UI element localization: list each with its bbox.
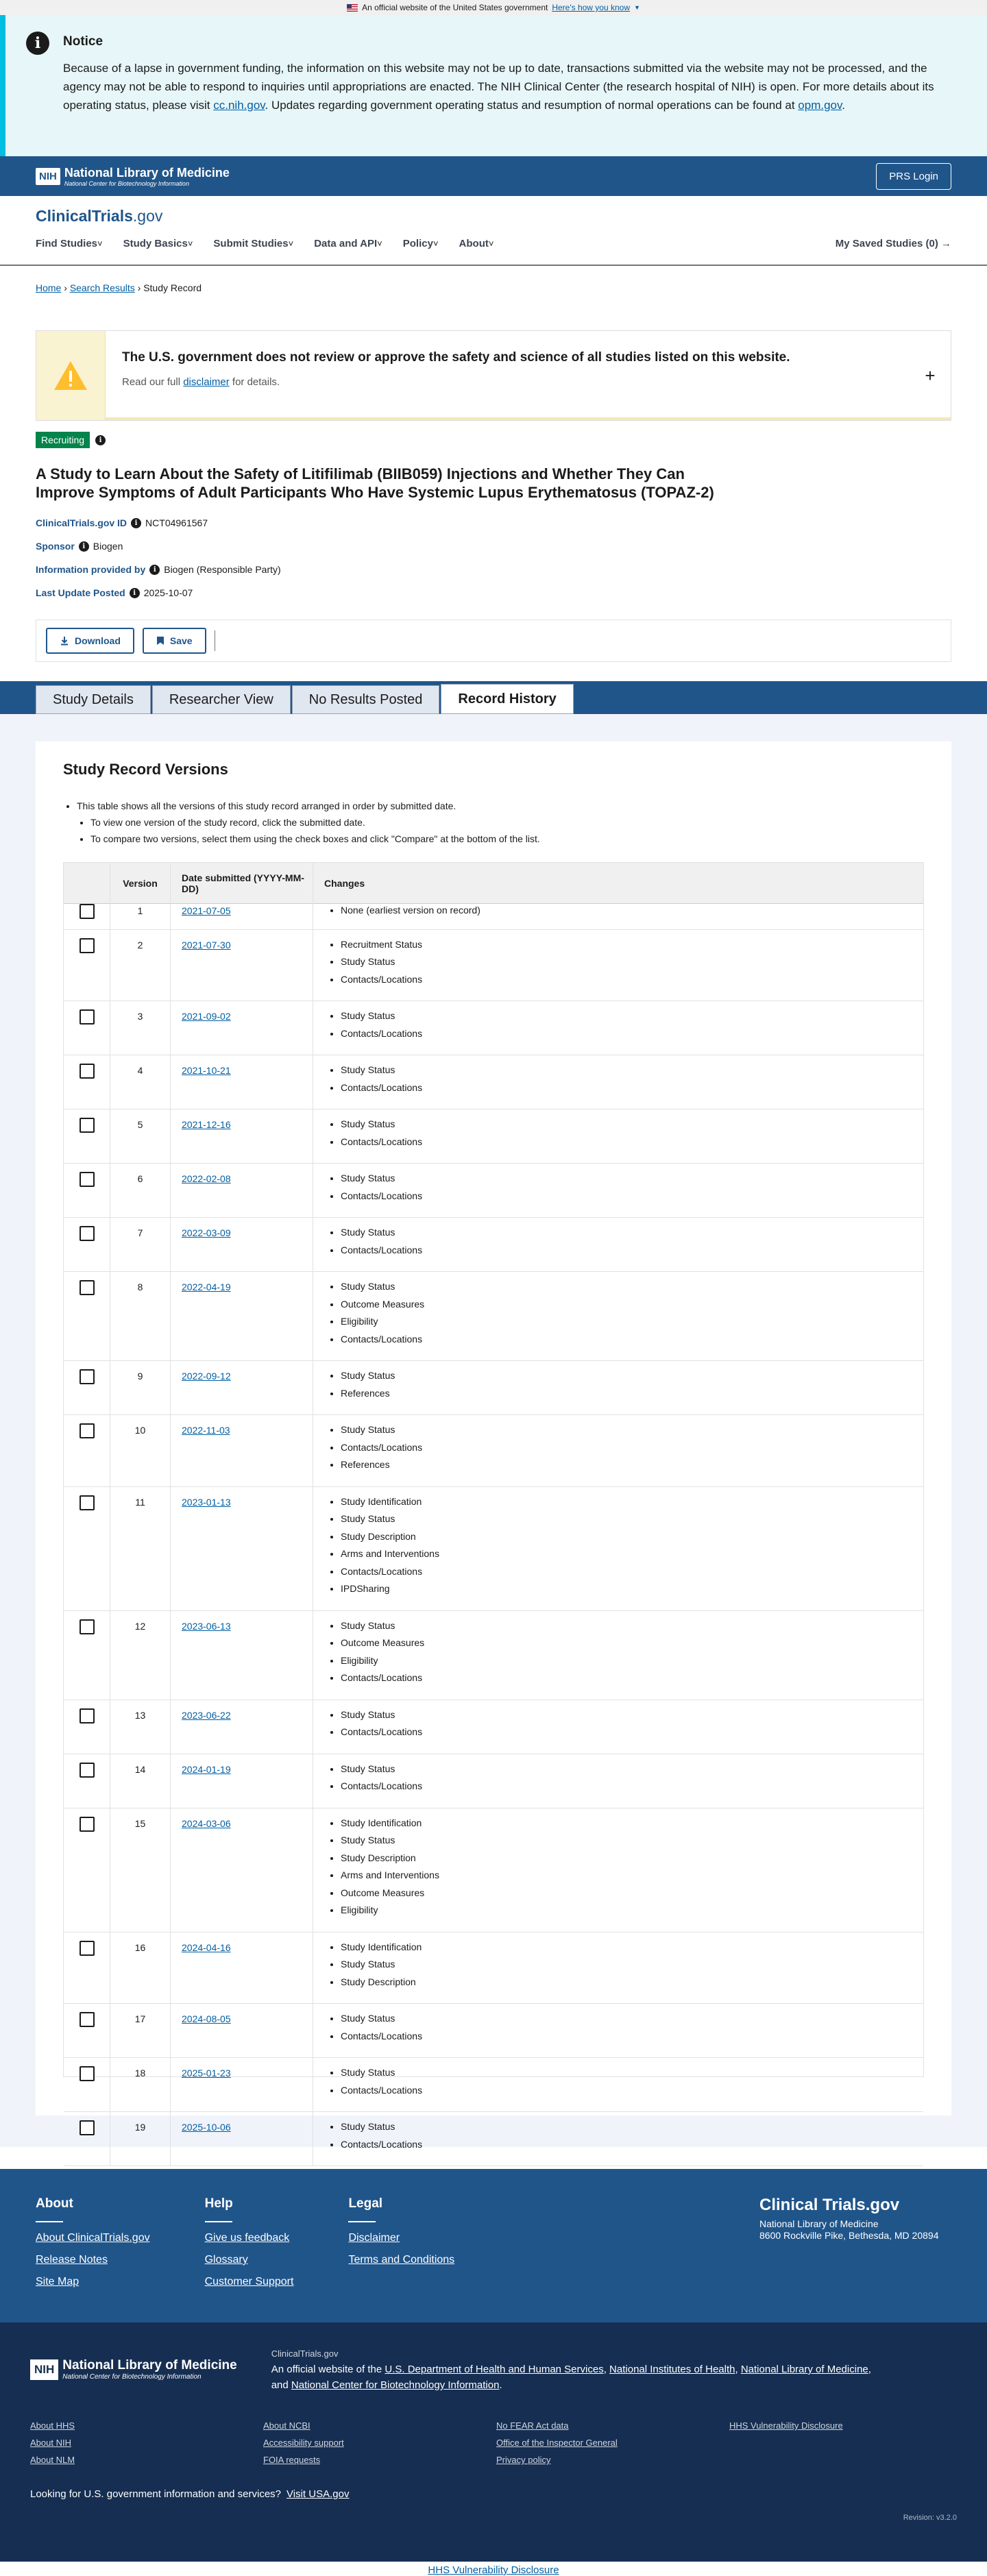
change-item: • Contacts/Locations — [341, 1439, 923, 1457]
chevron-down-icon: ˅ — [432, 238, 439, 249]
record-history-section — [0, 714, 987, 2150]
table-row — [64, 1164, 923, 1218]
changes-list — [332, 902, 923, 920]
change-item: • Study Status — [341, 1956, 923, 1974]
version-date-link[interactable]: 2024-03-06 — [182, 1817, 231, 1829]
version-number: 14 — [110, 1754, 171, 1808]
changes-list — [332, 1224, 923, 1259]
table-row — [64, 1218, 923, 1272]
change-item: • IPDSharing — [341, 1580, 923, 1598]
changes-list — [332, 1062, 923, 1096]
changes-list — [332, 1367, 923, 1402]
table-row — [64, 1272, 923, 1361]
ncbi-link[interactable]: National Center for Biotechnology Information — [291, 2379, 500, 2391]
changes-list — [332, 1007, 923, 1042]
info-provided-label: Information provided by — [36, 564, 146, 575]
change-item: • Study Status — [341, 2118, 923, 2136]
actions-bar — [36, 620, 951, 662]
version-checkbox[interactable] — [80, 1817, 95, 1832]
footer-col-about — [36, 2196, 150, 2322]
footer-org: National Library of Medicine — [759, 2218, 879, 2229]
version-checkbox[interactable] — [80, 2066, 95, 2081]
change-item: • Eligibility — [341, 1652, 923, 1670]
gov-banner — [0, 0, 987, 15]
chevron-down-icon: ˅ — [288, 238, 294, 249]
table-row — [64, 1933, 923, 2004]
table-row — [64, 1754, 923, 1808]
info-provided-value: Biogen (Responsible Party) — [164, 564, 281, 575]
footer-bottom-link — [729, 2438, 962, 2448]
changes-list — [332, 1421, 923, 1474]
version-checkbox[interactable] — [80, 1369, 95, 1384]
version-checkbox[interactable] — [80, 1941, 95, 1956]
table-row — [64, 896, 923, 930]
footer-col-help — [205, 2196, 294, 2322]
changes-list — [332, 1170, 923, 1205]
breadcrumb-home[interactable]: Home — [36, 282, 62, 293]
table-row — [64, 1808, 923, 1933]
version-number: 12 — [110, 1611, 171, 1700]
version-date-link[interactable]: 2021-07-05 — [182, 905, 231, 916]
sponsor-label: Sponsor — [36, 541, 75, 552]
footer-brand: Clinical Trials.gov — [759, 2196, 900, 2214]
nih-link[interactable]: National Institutes of Health — [609, 2364, 735, 2375]
disclaimer-box — [36, 330, 951, 421]
chevron-down-icon: ˅ — [187, 238, 193, 249]
breadcrumb-current: Study Record — [143, 282, 202, 293]
change-item: • Study Status — [341, 1278, 923, 1296]
change-item: • Contacts/Locations — [341, 1724, 923, 1741]
change-item: • Study Status — [341, 2010, 923, 2028]
version-checkbox[interactable] — [80, 904, 95, 919]
version-number: 9 — [110, 1361, 171, 1414]
change-item: • Eligibility — [341, 1902, 923, 1919]
version-date-link[interactable]: 2024-01-19 — [182, 1763, 231, 1775]
change-item: • Study Status — [341, 953, 923, 971]
footer-link[interactable]: Terms and Conditions — [348, 2254, 455, 2266]
opm-link[interactable]: opm.gov — [798, 99, 842, 112]
nav-item-policy[interactable]: Policy — [402, 238, 433, 249]
change-item: • Study Status — [341, 1706, 923, 1724]
version-number: 15 — [110, 1808, 171, 1932]
prs-login-button[interactable]: PRS Login — [876, 163, 951, 190]
change-item: • Study Status — [341, 1367, 923, 1385]
change-item: • Contacts/Locations — [341, 2082, 923, 2100]
change-item: • Study Status — [341, 1617, 923, 1635]
change-item: • Study Status — [341, 1116, 923, 1133]
study-tabs — [0, 681, 987, 714]
version-checkbox[interactable] — [80, 2012, 95, 2027]
bookmark-icon — [156, 636, 164, 646]
save-button[interactable]: Save — [143, 628, 206, 654]
change-item: • Study Identification — [341, 1493, 923, 1511]
changes-list — [332, 2118, 923, 2153]
last-update-label: Last Update Posted — [36, 587, 125, 598]
change-item: • Contacts/Locations — [341, 1563, 923, 1581]
study-header — [0, 432, 987, 604]
change-item: • References — [341, 1456, 923, 1474]
change-item: • Study Description — [341, 1974, 923, 1991]
changes-list — [332, 936, 923, 989]
version-date-link[interactable]: 2025-01-23 — [182, 2068, 231, 2078]
version-date-link[interactable]: 2022-11-03 — [182, 1425, 230, 1436]
table-row — [64, 2004, 923, 2058]
table-row — [64, 930, 923, 1002]
version-number: 16 — [110, 1933, 171, 2004]
change-item: • Arms and Interventions — [341, 1867, 923, 1885]
changes-list — [332, 1617, 923, 1687]
my-saved-studies-link[interactable]: My Saved Studies (0) → — [835, 238, 951, 249]
chevron-down-icon: ▼ — [634, 4, 640, 11]
version-date-link[interactable]: 2022-04-19 — [182, 1281, 231, 1292]
record-history-card — [36, 741, 951, 2150]
usa-gov-link[interactable]: Visit USA.gov — [287, 2488, 350, 2500]
change-item: • Study Status — [341, 1421, 923, 1439]
change-item: • Study Status — [341, 2064, 923, 2082]
footer-link[interactable]: Disclaimer — [348, 2232, 400, 2244]
clinicaltrials-logo[interactable]: ClinicalTrials.gov — [36, 207, 163, 225]
hhs-link[interactable]: U.S. Department of Health and Human Services — [385, 2364, 604, 2375]
chevron-down-icon: ˅ — [377, 238, 382, 249]
footer-col-title: Help — [205, 2196, 232, 2222]
change-item: • Outcome Measures — [341, 1885, 923, 1902]
chevron-down-icon: ˅ — [97, 238, 103, 249]
changes-list — [332, 1761, 923, 1795]
col-changes: Changes — [324, 877, 365, 889]
revision-text: Revision: v3.2.0 — [903, 2514, 957, 2522]
change-item: • Study Status — [341, 1832, 923, 1850]
warning-icon — [36, 331, 105, 420]
hhs-vulnerability-link[interactable]: HHS Vulnerability Disclosure — [428, 2564, 559, 2576]
version-number: 17 — [110, 2004, 171, 2057]
disclaimer-title: The U.S. government does not review or approve the safety and science of all studies listed on this website. — [122, 350, 790, 365]
change-item: • Eligibility — [341, 1313, 923, 1331]
change-item: • Contacts/Locations — [341, 971, 923, 989]
nlm-title: National Library of Medicine — [64, 165, 230, 180]
version-checkbox[interactable] — [80, 1708, 95, 1724]
table-row — [64, 1415, 923, 1487]
download-button[interactable]: Download — [46, 628, 134, 654]
changes-list — [332, 1493, 923, 1598]
status-badge: Recruiting — [36, 432, 90, 448]
version-checkbox[interactable] — [80, 1763, 95, 1778]
footer-col-title: About — [36, 2196, 63, 2222]
changes-list — [332, 2064, 923, 2099]
version-checkbox[interactable] — [80, 1118, 95, 1133]
breadcrumb: Home › Search Results › Study Record — [36, 282, 202, 293]
footer-bottom-link[interactable]: About NLM — [30, 2455, 75, 2465]
change-item: • Outcome Measures — [341, 1296, 923, 1314]
change-item: • Study Description — [341, 1850, 923, 1867]
footer-bottom-link[interactable]: Office of the Inspector General — [496, 2438, 618, 2448]
change-item: • Study Status — [341, 1510, 923, 1528]
us-flag-icon — [347, 4, 358, 12]
change-item: • Contacts/Locations — [341, 1133, 923, 1151]
download-icon — [60, 636, 69, 646]
versions-table — [63, 862, 924, 2150]
chevron-down-icon: ˅ — [488, 238, 494, 249]
version-checkbox[interactable] — [80, 1280, 95, 1295]
version-date-link[interactable]: 2021-07-30 — [182, 939, 231, 950]
table-row — [64, 1055, 923, 1109]
change-item: • Contacts/Locations — [341, 1331, 923, 1349]
info-icon[interactable]: i — [79, 541, 89, 552]
table-row — [64, 1487, 923, 1611]
info-icon: i — [26, 32, 49, 55]
version-date-link[interactable]: 2023-06-22 — [182, 1709, 231, 1721]
version-number: 13 — [110, 1700, 171, 1754]
change-item: • Study Status — [341, 1062, 923, 1079]
footer-col-legal — [348, 2196, 454, 2322]
col-version: Version — [110, 863, 171, 903]
change-item: • None (earliest version on record) — [341, 902, 923, 920]
change-item: • Study Status — [341, 1170, 923, 1188]
heres-how-you-know-link[interactable]: Here's how you know — [552, 3, 631, 12]
changes-list — [332, 1815, 923, 1919]
footer-bottom-link[interactable]: Privacy policy — [496, 2455, 551, 2465]
change-item: • Recruitment Status — [341, 936, 923, 954]
info-icon[interactable]: i — [149, 565, 160, 575]
change-item: • Study Description — [341, 1528, 923, 1546]
footer-link[interactable]: Customer Support — [204, 2276, 294, 2287]
notice-banner — [0, 15, 987, 156]
footer-link[interactable]: Glossary — [204, 2254, 248, 2266]
footer-bottom-link[interactable]: About NCBI — [263, 2420, 310, 2431]
footer-link[interactable]: Release Notes — [36, 2254, 108, 2266]
info-icon[interactable]: i — [95, 435, 106, 445]
change-item: • Study Identification — [341, 1815, 923, 1832]
changes-list — [332, 1939, 923, 1991]
version-number: 2 — [110, 930, 171, 1001]
version-checkbox[interactable] — [80, 1064, 95, 1079]
version-checkbox[interactable] — [80, 1495, 95, 1510]
nlm-subtitle: National Center for Biotechnology Information — [64, 180, 189, 187]
version-date-link[interactable]: 2021-12-16 — [182, 1119, 231, 1130]
footer-bottom-link[interactable]: No FEAR Act data — [496, 2420, 569, 2431]
nlm-link[interactable]: National Library of Medicine — [740, 2364, 868, 2375]
disclaimer-text: Read our full disclaimer for details. — [122, 376, 280, 388]
version-number: 3 — [110, 1001, 171, 1055]
footer-bottom-link[interactable]: FOIA requests — [263, 2455, 321, 2465]
nlm-bar — [0, 156, 987, 196]
changes-list — [332, 1706, 923, 1741]
breadcrumb-search-results[interactable]: Search Results — [69, 282, 135, 293]
col-date: Date submitted (YYYY-MM-DD) — [171, 863, 313, 903]
usa-gov-row: Looking for U.S. government information and services? Visit USA.gov — [30, 2488, 350, 2500]
version-date-link[interactable]: 2021-09-02 — [182, 1011, 231, 1022]
table-row — [64, 1700, 923, 1754]
changes-list — [332, 1116, 923, 1151]
footer-link[interactable]: Site Map — [36, 2276, 80, 2287]
tab-researcher-view[interactable]: Researcher View — [152, 685, 291, 714]
change-item: • Contacts/Locations — [341, 1079, 923, 1097]
footer-bottom-link[interactable]: About HHS — [30, 2420, 75, 2431]
table-row — [64, 1109, 923, 1164]
version-date-link[interactable]: 2025-10-06 — [182, 2122, 231, 2133]
nav-item-data-and-api[interactable]: Data and API — [314, 238, 378, 249]
change-item: • Contacts/Locations — [341, 1669, 923, 1687]
info-icon[interactable]: i — [131, 518, 141, 528]
version-date-link[interactable]: 2022-03-09 — [182, 1227, 231, 1238]
version-date-link[interactable]: 2023-01-13 — [182, 1496, 231, 1508]
info-icon[interactable]: i — [130, 588, 140, 598]
change-item: • Contacts/Locations — [341, 2136, 923, 2154]
footer-bottom-link[interactable]: Accessibility support — [263, 2438, 344, 2448]
version-date-link[interactable]: 2022-09-12 — [182, 1371, 231, 1382]
nih-logo-box: NIH — [36, 168, 60, 185]
version-date-link[interactable]: 2022-02-08 — [182, 1173, 231, 1184]
change-item: • Outcome Measures — [341, 1634, 923, 1652]
change-item: • Study Status — [341, 1224, 923, 1242]
footer-description: ClinicalTrials.gov An official website of the U.S. Department of Health and Human Services, National Institutes of Health, National Library of Medicine, and National Center for Biotechnology Information. — [271, 2348, 871, 2391]
version-number: 4 — [110, 1055, 171, 1109]
study-title: A Study to Learn About the Safety of Litifilimab (BIIB059) Injections and Whether They Can Improve Symptoms of Adult Participants Who Have Systemic Lupus Erythematosus (TOPAZ-2) — [36, 465, 714, 501]
changes-list — [332, 1278, 923, 1348]
last-update-value: 2025-10-07 — [143, 587, 193, 598]
change-item: • Arms and Interventions — [341, 1545, 923, 1563]
footer — [0, 2169, 987, 2322]
gov-banner-text: An official website of the United States government — [362, 3, 548, 12]
footer-col-title: Legal — [348, 2196, 376, 2222]
version-checkbox[interactable] — [80, 1172, 95, 1187]
change-item: • Study Identification — [341, 1939, 923, 1956]
notice-text: Because of a lapse in government funding, the information on this website may not be up to date, transactions submitted via the website may not be processed, and the agency may not be able to respond to inquiries until appropriations are enacted. The NIH Clinical Center (the research hospital of NIH) is open. For more details about its operating status, please visit cc.nih.gov. Updates regarding government operating status and resumption of normal operations can be found at opm.gov. — [63, 62, 934, 112]
nav-item-about[interactable]: About — [459, 238, 489, 249]
footer-link[interactable]: Give us feedback — [204, 2232, 290, 2244]
tab-record-history[interactable]: Record History — [441, 684, 573, 714]
version-number: 11 — [110, 1487, 171, 1610]
nlm-logo[interactable] — [36, 166, 230, 187]
change-item: • Study Status — [341, 1761, 923, 1778]
version-number: 19 — [110, 2112, 171, 2166]
change-item: • References — [341, 1385, 923, 1403]
nct-id-label: ClinicalTrials.gov ID — [36, 517, 127, 528]
footer-address-text: 8600 Rockville Pike, Bethesda, MD 20894 — [759, 2230, 939, 2241]
version-number: 7 — [110, 1218, 171, 1271]
sponsor-value: Biogen — [93, 541, 123, 552]
study-meta — [36, 511, 951, 604]
version-checkbox[interactable] — [80, 938, 95, 953]
tab-no-results-posted[interactable]: No Results Posted — [292, 685, 440, 714]
main-nav — [36, 238, 951, 249]
records-title: Study Record Versions — [63, 761, 228, 778]
version-number: 6 — [110, 1164, 171, 1217]
version-checkbox[interactable] — [80, 1423, 95, 1438]
version-date-link[interactable]: 2024-08-05 — [182, 2013, 231, 2024]
version-number: 10 — [110, 1415, 171, 1486]
expand-plus-icon[interactable]: + — [925, 365, 936, 386]
table-row — [64, 1001, 923, 1055]
disclaimer-link[interactable]: disclaimer — [183, 376, 230, 388]
footer-link[interactable]: About ClinicalTrials.gov — [36, 2232, 150, 2244]
version-date-link[interactable]: 2021-10-21 — [182, 1065, 231, 1076]
change-item: • Contacts/Locations — [341, 1188, 923, 1205]
footer-bottom — [0, 2322, 987, 2562]
records-intro: • This table shows all the versions of this study record arranged in order by submitted date. • To view one version of the study record, click the submitted date. • To compare two versions, select them using the check boxes and click "Compare" at the bottom of the list. — [63, 798, 924, 847]
site-header — [0, 196, 987, 266]
table-row — [64, 2058, 923, 2112]
table-row — [64, 2112, 923, 2166]
footer-bottom-link[interactable]: HHS Vulnerability Disclosure — [729, 2420, 843, 2431]
version-date-link[interactable]: 2023-06-13 — [182, 1620, 231, 1632]
nav-item-submit-studies[interactable]: Submit Studies — [213, 238, 289, 249]
table-row — [64, 1611, 923, 1700]
change-item: • Contacts/Locations — [341, 1242, 923, 1260]
change-item: • Contacts/Locations — [341, 2028, 923, 2046]
change-item: • Study Status — [341, 1007, 923, 1025]
table-row — [64, 1361, 923, 1415]
change-item: • Contacts/Locations — [341, 1778, 923, 1795]
version-number: 5 — [110, 1109, 171, 1163]
changes-list — [332, 2010, 923, 2045]
footer-address — [759, 2196, 951, 2322]
version-checkbox[interactable] — [80, 1619, 95, 1634]
cc-nih-link[interactable]: cc.nih.gov — [213, 99, 265, 112]
nav-item-find-studies[interactable]: Find Studies — [36, 238, 97, 249]
version-checkbox[interactable] — [80, 2120, 95, 2135]
footer-bottom-link[interactable]: About NIH — [30, 2438, 71, 2448]
version-date-link[interactable]: 2024-04-16 — [182, 1941, 231, 1953]
change-item: • Contacts/Locations — [341, 1025, 923, 1043]
tab-study-details[interactable]: Study Details — [36, 685, 151, 714]
version-checkbox[interactable] — [80, 1009, 95, 1025]
nct-id-value: NCT04961567 — [145, 517, 208, 528]
nav-item-study-basics[interactable]: Study Basics — [123, 238, 188, 249]
notice-title: Notice — [63, 34, 103, 49]
footer-nlm-logo[interactable]: NIH National Library of Medicine National Center for Biotechnology Information — [30, 2346, 237, 2393]
version-number: 8 — [110, 1272, 171, 1360]
footer-bottom-link — [729, 2455, 962, 2465]
version-checkbox[interactable] — [80, 1226, 95, 1241]
version-number: 18 — [110, 2058, 171, 2111]
version-number: 1 — [110, 896, 171, 929]
